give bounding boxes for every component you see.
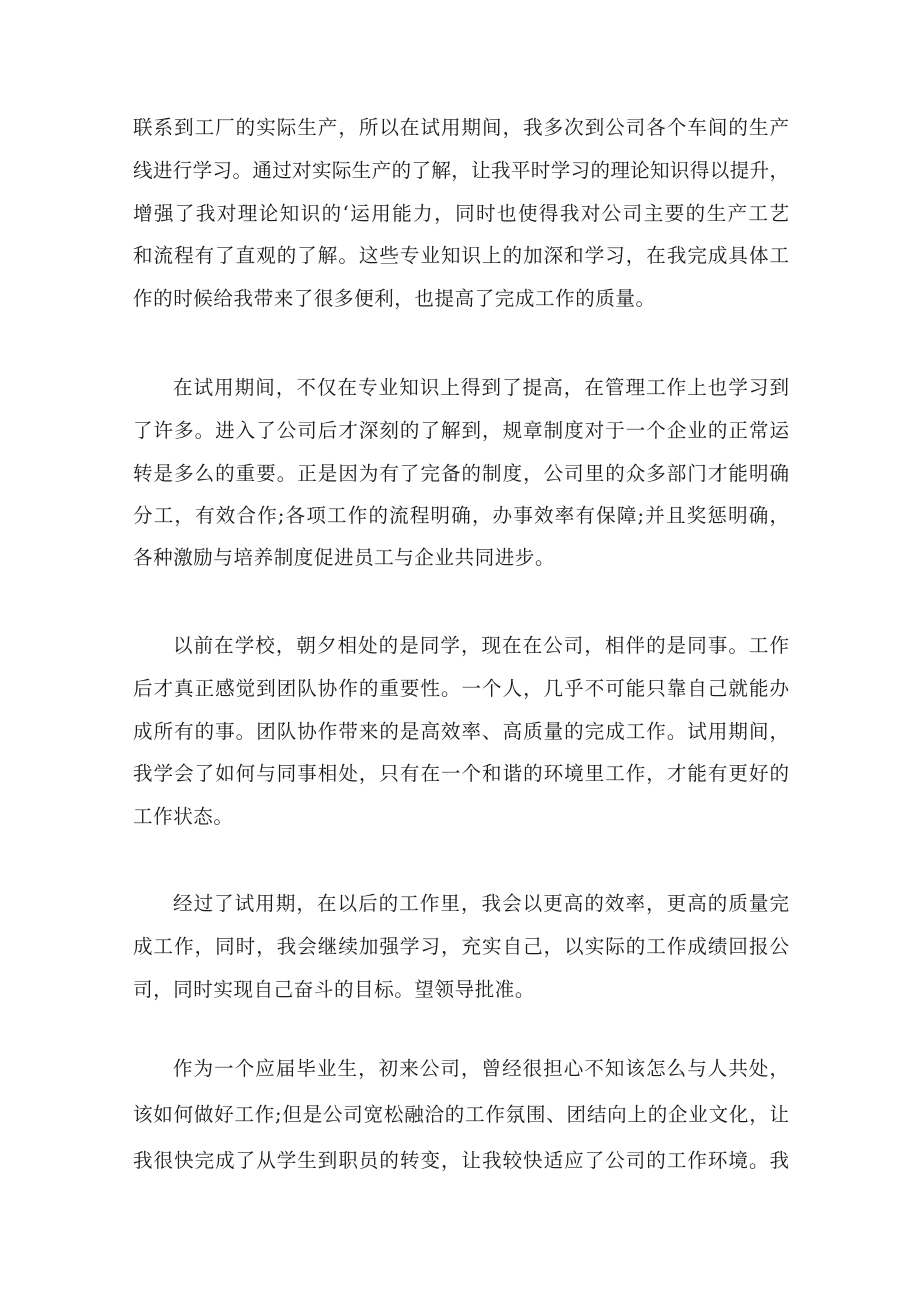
paragraph-line: 和流程有了直观的了解。这些专业知识上的加深和学习，在我完成具体工 [133, 244, 789, 267]
paragraph-line: 联系到工厂的实际生产，所以在试用期间，我多次到公司各个车间的生产 [133, 116, 789, 139]
paragraph-line: 该如何做好工作;但是公司宽松融洽的工作氛围、团结向上的企业文化，让 [133, 1103, 789, 1126]
paragraph-line: 了许多。进入了公司后才深刻的了解到，规章制度对于一个企业的正常运 [133, 419, 789, 442]
paragraph-line: 在试用期间，不仅在专业知识上得到了提高，在管理工作上也学习到 [173, 376, 789, 399]
paragraph-line: 线进行学习。通过对实际生产的了解，让我平时学习的理论知识得以提升， [133, 159, 789, 182]
paragraph-line: 我很快完成了从学生到职员的转变，让我较快适应了公司的工作环境。我 [133, 1149, 789, 1172]
paragraph-line: 工作状态。 [133, 805, 234, 828]
paragraph-line: 成工作，同时，我会继续加强学习，充实自己，以实际的工作成绩回报公 [133, 935, 789, 958]
paragraph-line: 后才真正感觉到团队协作的重要性。一个人，几乎不可能只靠自己就能办 [133, 677, 789, 700]
paragraph-line: 成所有的事。团队协作带来的是高效率、高质量的完成工作。试用期间， [133, 720, 789, 743]
paragraph-line: 以前在学校，朝夕相处的是同学，现在在公司，相伴的是同事。工作 [173, 634, 789, 657]
paragraph-line: 分工，有效合作;各项工作的流程明确，办事效率有保障;并且奖惩明确， [133, 504, 789, 527]
paragraph-line: 作为一个应届毕业生，初来公司，曾经很担心不知该怎么与人共处， [173, 1057, 789, 1080]
paragraph-line: 各种激励与培养制度促进员工与企业共同进步。 [133, 546, 556, 569]
paragraph-line: 作的时候给我带来了很多便利，也提高了完成工作的质量。 [133, 287, 656, 310]
paragraph-line: 转是多么的重要。正是因为有了完备的制度，公司里的众多部门才能明确 [133, 462, 789, 485]
paragraph-line: 我学会了如何与同事相处，只有在一个和谐的环境里工作，才能有更好的 [133, 762, 789, 785]
paragraph-line: 经过了试用期，在以后的工作里，我会以更高的效率，更高的质量完 [173, 892, 789, 915]
paragraph-line: 司，同时实现自己奋斗的目标。望领导批准。 [133, 978, 536, 1001]
paragraph-line: 增强了我对理论知识的‘运用能力，同时也使得我对公司主要的生产工艺 [133, 202, 789, 225]
